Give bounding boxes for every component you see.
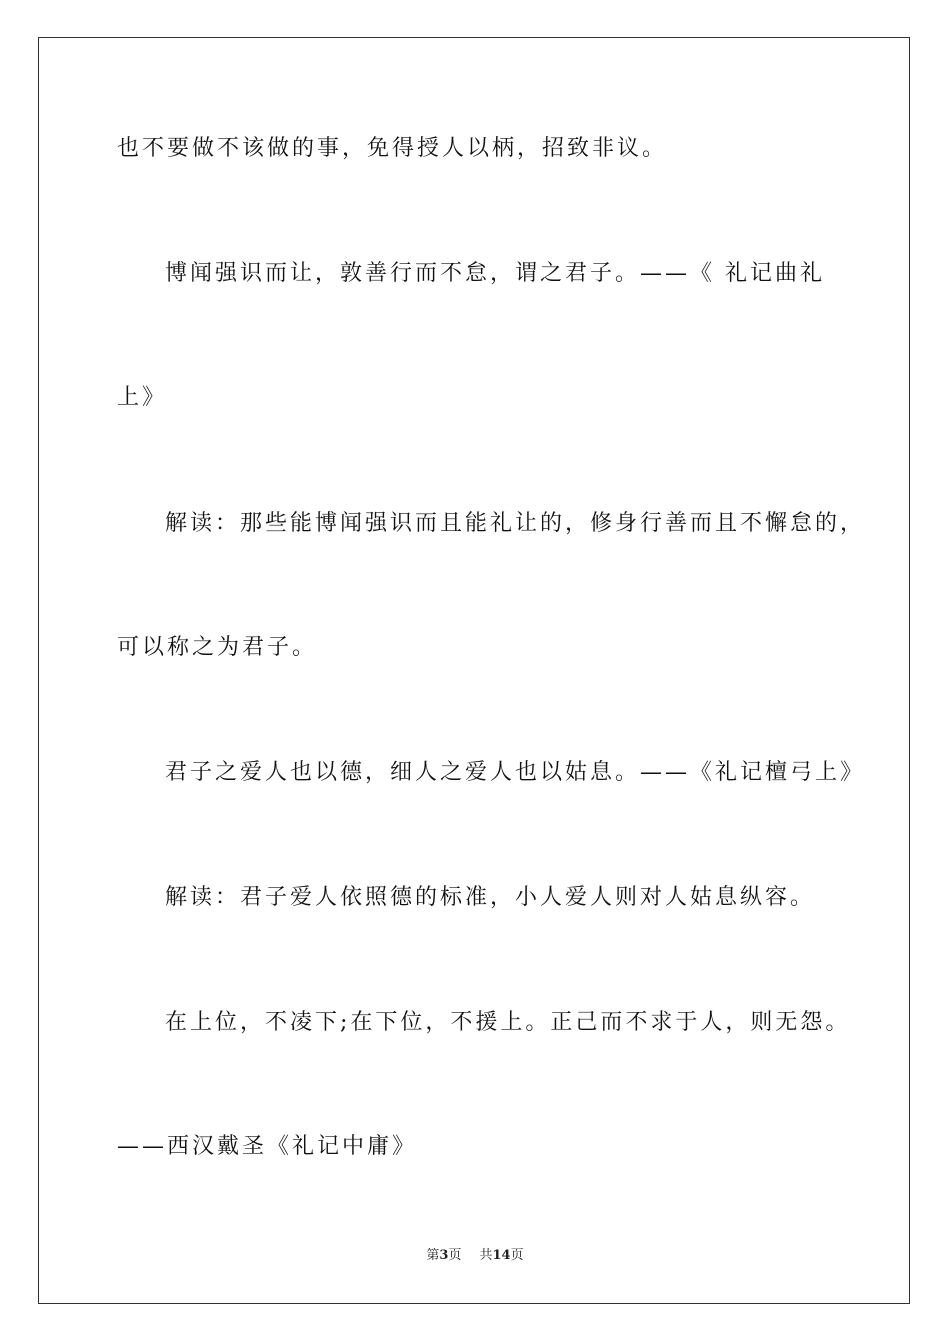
page-frame bbox=[38, 37, 910, 1304]
quote-line: 博闻强识而让，敦善行而不怠，谓之君子。——《 礼记曲礼 bbox=[165, 261, 825, 286]
interpretation-line: 解读：君子爱人依照德的标准，小人爱人则对人姑息纵容。 bbox=[165, 885, 816, 910]
page-footer bbox=[0, 1247, 950, 1265]
page-suffix: 页 bbox=[448, 1248, 462, 1263]
source-line: ——西汉戴圣《礼记中庸》 bbox=[117, 1134, 418, 1159]
quote-line: 君子之爱人也以德，细人之爱人也以姑息。——《礼记檀弓上》 bbox=[165, 760, 866, 785]
body-text-line: 上》 bbox=[117, 385, 168, 410]
body-text-line: 也不要做不该做的事，免得授人以柄，招致非议。 bbox=[117, 136, 668, 161]
body-text-line: 可以称之为君子。 bbox=[117, 635, 318, 660]
quote-line: 在上位，不凌下;在下位，不援上。正己而不求于人，则无怨。 bbox=[165, 1010, 851, 1035]
page-number: 3 bbox=[439, 1248, 449, 1263]
total-suffix: 页 bbox=[510, 1248, 524, 1263]
page-prefix: 第 bbox=[426, 1248, 440, 1263]
total-pages: 14 bbox=[492, 1248, 511, 1263]
total-prefix: 共 bbox=[479, 1248, 493, 1263]
interpretation-line: 解读：那些能博闻强识而且能礼让的，修身行善而且不懈怠的， bbox=[165, 511, 866, 536]
